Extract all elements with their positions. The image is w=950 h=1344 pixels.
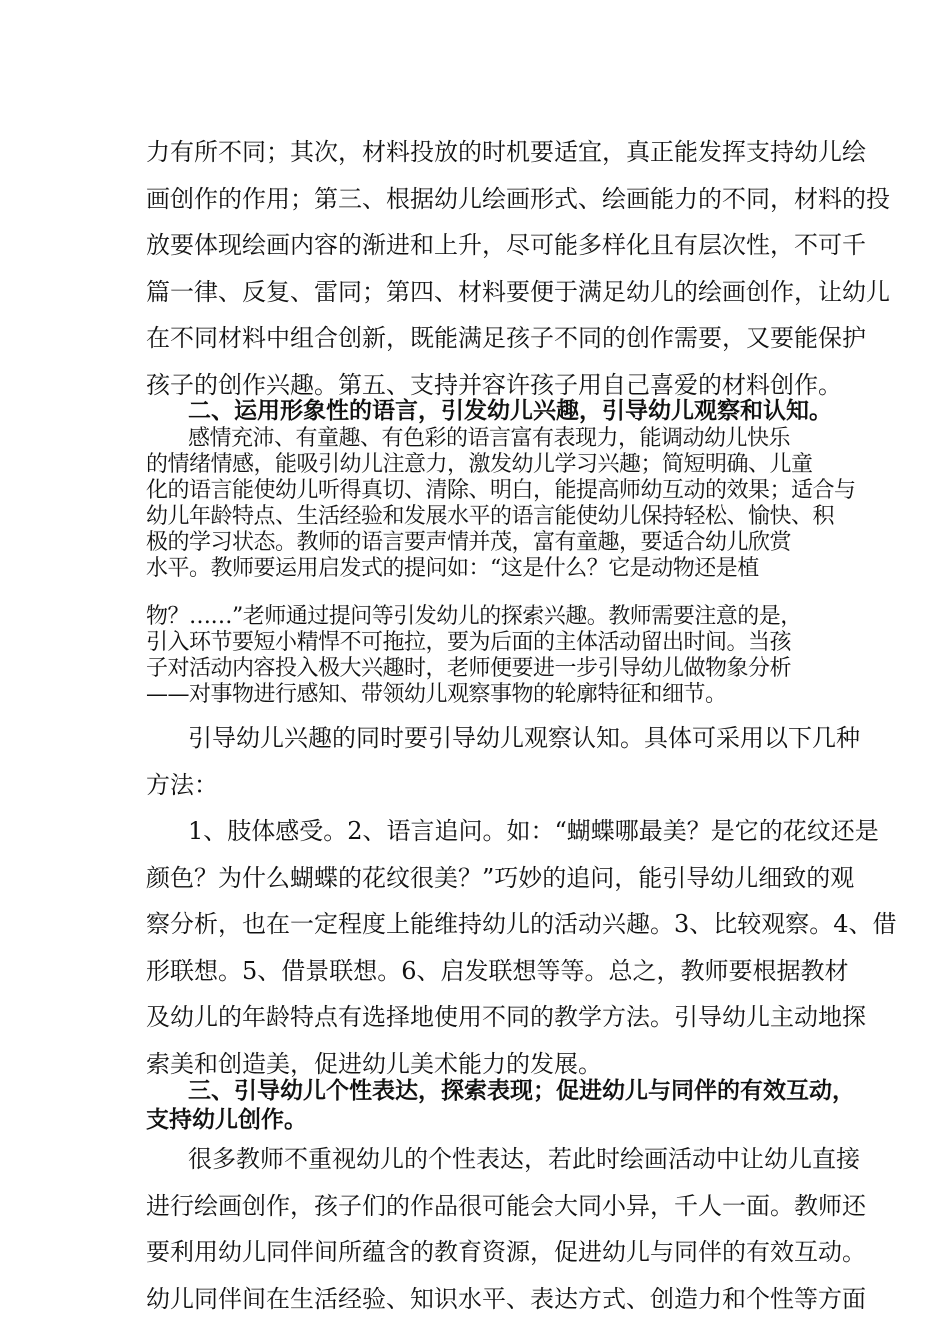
paragraph-line: 方法： <box>146 771 218 799</box>
paragraph-line: 水平。教师要运用启发式的提问如：“这是什么？它是动物还是植 <box>146 556 759 581</box>
paragraph-line: 幼儿同伴间在生活经验、知识水平、表达方式、创造力和个性等方面 <box>146 1285 866 1313</box>
paragraph-line: 子对活动内容投入极大兴趣时，老师便要进一步引导幼儿做物象分析 <box>146 656 792 681</box>
paragraph-line: 要利用幼儿同伴间所蕴含的教育资源，促进幼儿与同伴的有效互动。 <box>146 1238 866 1266</box>
paragraph-line: 孩子的创作兴趣。第五、支持并容许孩子用自己喜爱的材料创作。 <box>146 371 842 399</box>
paragraph-line: 颜色？为什么蝴蝶的花纹很美？”巧妙的追问，能引导幼儿细致的观 <box>146 864 855 892</box>
paragraph-line: 力有所不同；其次，材料投放的时机要适宜，真正能发挥支持幼儿绘 <box>146 138 866 166</box>
paragraph-line: 的情绪情感，能吸引幼儿注意力，激发幼儿学习兴趣；简短明确、儿童 <box>146 452 813 477</box>
paragraph-line: 篇一律、反复、雷同；第四、材料要便于满足幼儿的绘画创作，让幼儿 <box>146 278 890 306</box>
paragraph-line: 索美和创造美，促进幼儿美术能力的发展。 <box>146 1050 602 1078</box>
section-heading-2: 二、运用形象性的语言，引发幼儿兴趣，引导幼儿观察和认知。 <box>188 397 832 424</box>
paragraph-line: 化的语言能使幼儿听得真切、清除、明白，能提高师幼互动的效果；适合与 <box>146 478 856 503</box>
section-heading-3-cont: 支持幼儿创作。 <box>146 1106 307 1133</box>
paragraph-line: 引入环节要短小精悍不可拖拉，要为后面的主体活动留出时间。当孩 <box>146 630 792 655</box>
paragraph-line: 放要体现绘画内容的渐进和上升，尽可能多样化且有层次性，不可千 <box>146 231 866 259</box>
paragraph-line: 形联想。5、借景联想。6、启发联想等等。总之，教师要根据教材 <box>146 957 849 985</box>
paragraph-line: 察分析，也在一定程度上能维持幼儿的活动兴趣。3、比较观察。4、借 <box>146 910 897 938</box>
paragraph-line: 引导幼儿兴趣的同时要引导幼儿观察认知。具体可采用以下几种 <box>188 724 860 752</box>
paragraph-line: 极的学习状态。教师的语言要声情并茂，富有童趣，要适合幼儿欣赏 <box>146 530 792 555</box>
paragraph-line: 幼儿年龄特点、生活经验和发展水平的语言能使幼儿保持轻松、愉快、积 <box>146 504 835 529</box>
paragraph-line: 1、肢体感受。2、语言追问。如：“蝴蝶哪最美？是它的花纹还是 <box>188 817 879 845</box>
paragraph-line: 很多教师不重视幼儿的个性表达，若此时绘画活动中让幼儿直接 <box>188 1145 860 1173</box>
paragraph-line: 画创作的作用；第三、根据幼儿绘画形式、绘画能力的不同，材料的投 <box>146 185 890 213</box>
paragraph-line: 及幼儿的年龄特点有选择地使用不同的教学方法。引导幼儿主动地探 <box>146 1003 866 1031</box>
paragraph-line: ——对事物进行感知、带领幼儿观察事物的轮廓特征和细节。 <box>146 682 727 707</box>
paragraph-line: 在不同材料中组合创新，既能满足孩子不同的创作需要，又要能保护 <box>146 324 866 352</box>
section-heading-3: 三、引导幼儿个性表达，探索表现；促进幼儿与同伴的有效互动， <box>188 1077 855 1104</box>
paragraph-line: 进行绘画创作，孩子们的作品很可能会大同小异，千人一面。教师还 <box>146 1192 866 1220</box>
paragraph-line: 物？……”老师通过提问等引发幼儿的探索兴趣。教师需要注意的是， <box>146 604 802 629</box>
paragraph-line: 感情充沛、有童趣、有色彩的语言富有表现力，能调动幼儿快乐 <box>188 426 791 451</box>
